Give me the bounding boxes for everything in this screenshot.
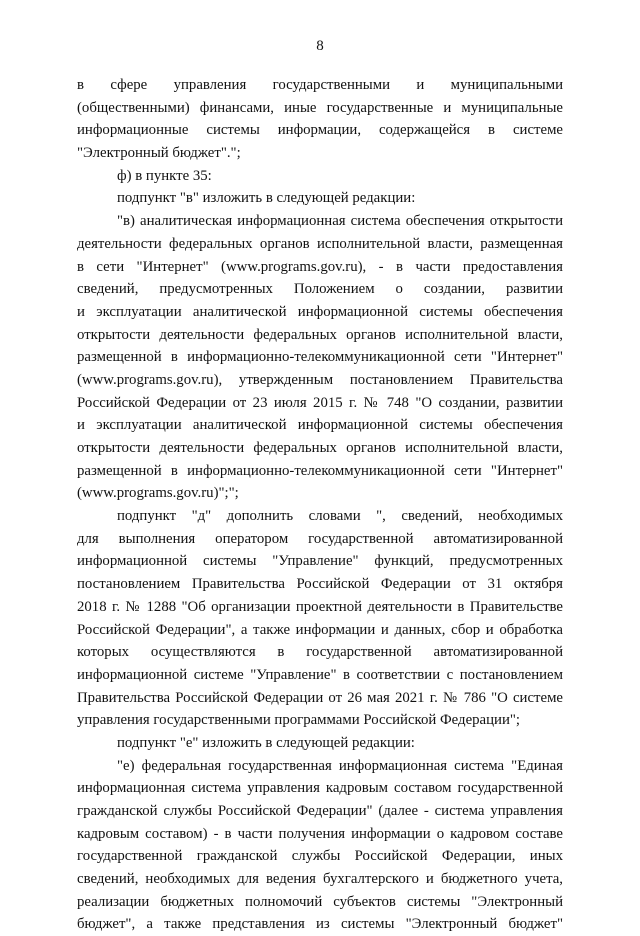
paragraph-subpoint-d — [77, 505, 563, 732]
text-line: в сфере управления государственными и муниципальными — [77, 77, 563, 93]
text-line: "в) аналитическая информационная система обеспечения открытости — [117, 213, 563, 230]
text-line: реализации бюджетных полномочий субъектов системы "Электронный — [77, 893, 563, 910]
text-line: сведений, необходимых для ведения бухгалтерского и бюджетного учета, — [77, 871, 563, 888]
text-line: государственной гражданской службы Российской Федерации, иных — [77, 848, 563, 865]
text-line: бюджет", а также представления из системы "Электронный бюджет" — [77, 916, 563, 933]
text-line: подпункт "е" изложить в следующей редакции: — [117, 734, 415, 751]
text-line: (www.programs.gov.ru), утвержденным постановлением Правительства — [77, 371, 563, 388]
text-line: информационные системы информации, содержащейся в системе — [77, 122, 563, 139]
text-line: Российской Федерации", а также информации и данных, сбор и обработка — [77, 621, 563, 638]
text-line: для выполнения оператором государственной автоматизированной — [77, 530, 563, 547]
text-line: деятельности федеральных органов исполнительной власти, размещенная — [77, 235, 563, 252]
text-line: в сети "Интернет" (www.programs.gov.ru), - в части предоставления — [77, 258, 563, 275]
text-line: которых осуществляются в государственной автоматизированной — [77, 644, 563, 661]
document-body — [77, 74, 563, 936]
text-line: открытости деятельности федеральных органов исполнительной власти, — [77, 326, 563, 343]
text-line: открытости деятельности федеральных органов исполнительной власти, — [77, 440, 563, 456]
page-number: 8 — [316, 38, 324, 54]
paragraph-subpoint-e — [77, 732, 563, 936]
text-line: размещенной в информационно-телекоммуникационной сети "Интернет" — [77, 462, 563, 479]
text-line: управления государственными программами Российской Федерации"; — [77, 712, 521, 729]
text-line: гражданской службы Российской Федерации" (далее - система управления — [77, 803, 563, 819]
text-line: сведений, предусмотренных Положением о создании, развитии — [77, 281, 563, 298]
text-line: и эксплуатации аналитической информационной системы обеспечения — [77, 417, 563, 434]
text-line: (www.programs.gov.ru)";"; — [77, 485, 239, 502]
text-line: Российской Федерации от 23 июля 2015 г. № 748 "О создании, развитии — [77, 394, 563, 411]
text-line: (общественными) финансами, иные государственные и муниципальные — [77, 99, 563, 116]
text-line: постановлением Правительства Российской Федерации от 31 октября — [77, 576, 563, 593]
text-line: и эксплуатации аналитической информационной системы обеспечения — [77, 303, 563, 320]
paragraph-point-35 — [77, 165, 563, 505]
text-line: подпункт "в" изложить в следующей редакции: — [117, 190, 416, 207]
text-line: информационной системы "Управление" функций, предусмотренных — [77, 553, 563, 570]
text-line: размещенной в информационно-телекоммуникационной сети "Интернет" — [77, 349, 563, 366]
text-line: информационной системе "Управление" в соответствии с постановлением — [77, 666, 563, 683]
text-line: Правительства Российской Федерации от 26 мая 2021 г. № 786 "О системе — [77, 689, 563, 706]
text-line: информационная система управления кадровым составом государственной — [77, 780, 563, 797]
paragraph-system-electronic-budget — [77, 74, 563, 165]
text-line: 2018 г. № 1288 "Об организации проектной деятельности в Правительстве — [77, 598, 563, 615]
text-line: "е) федеральная государственная информационная система "Единая — [117, 757, 563, 774]
text-line: подпункт "д" дополнить словами ", сведений, необходимых — [117, 508, 563, 525]
text-line: кадровым составом) - в части получения информации о кадровом составе — [77, 825, 563, 842]
text-line: ф) в пункте 35: — [117, 167, 212, 184]
text-line: "Электронный бюджет"."; — [77, 145, 241, 162]
